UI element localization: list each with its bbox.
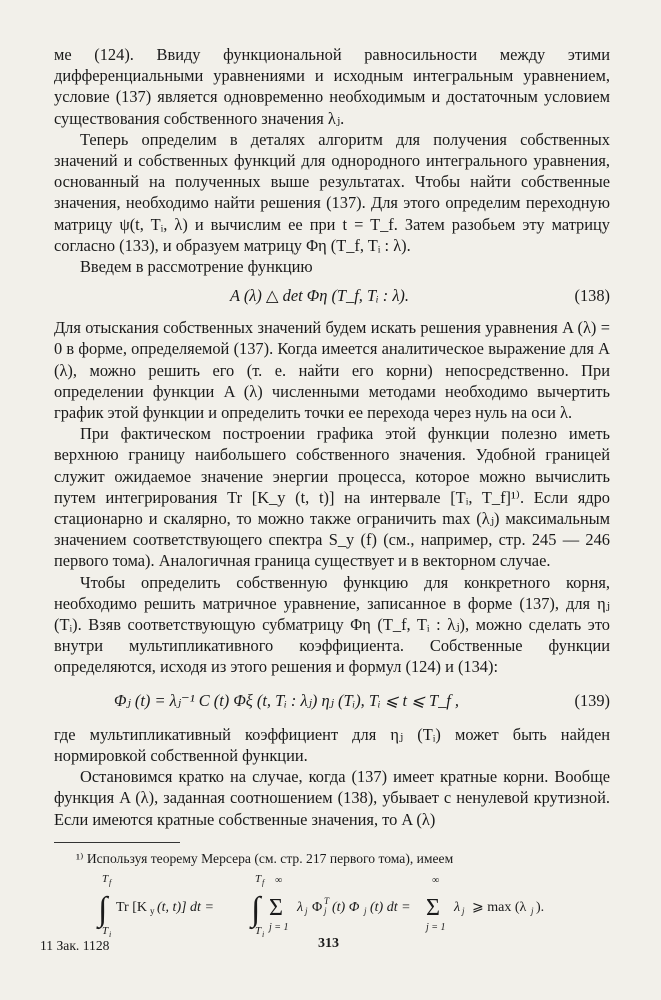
svg-text:f: f [262,877,265,887]
svg-text:T: T [102,872,109,885]
svg-text:j: j [531,905,534,916]
paragraph-5: При фактическом построении графика этой функции полезно иметь верхнюю границу наибольшего собственного значения. Удобной границей служит ожидаемое значение энергии процесса, которое можно вычислить путем интегрирования Tr [K_y (t, t)] на интервале [Tᵢ, T_f]¹⁾. Если ядро стационарно и скалярно, то можно также ограничить max (λⱼ) максимальным значением соответствующего спектра S_y (f) (см., например, стр. 245 — 246 первого тома). Аналогичная граница существует и в векторном случае. [54,424,610,571]
svg-text:∫: ∫ [251,890,261,928]
svg-text:λ: λ [297,899,304,915]
paragraph-3: Введем в рассмотрение функцию [80,257,313,277]
svg-text:∞: ∞ [275,874,283,886]
footnote-separator [54,842,180,843]
equation-139-expression: Φⱼ (t) = λⱼ⁻¹ C (t) Φξ (t, Tᵢ : λⱼ) ηⱼ (Tᵢ), Tᵢ ⩽ t ⩽ T_f , [114,690,460,710]
paragraph-8: Остановимся кратко на случае, когда (137) имеет кратные корни. Вообще функция A (λ), заданная соотношением (138), убывает с ненулевой крутизной. Если имеются кратные собственные значения, то A (λ) [54,767,610,829]
svg-text:j = 1: j = 1 [426,921,446,933]
svg-text:Φ: Φ [312,899,323,915]
svg-text:Σ: Σ [426,894,440,921]
equation-139 [54,678,610,724]
paragraph-7: где мультипликативный коэффициент для ηⱼ (Tᵢ) может быть найден нормировкой собственной функции. [54,724,610,765]
page-body [54,44,610,946]
svg-text:).: ). [536,899,545,915]
footnote-formula [54,868,610,946]
svg-text:T: T [102,924,109,937]
svg-text:i: i [109,929,112,939]
svg-text:Σ: Σ [269,894,283,921]
paragraph-2: Теперь определим в деталях алгоритм для получения собственных значений и собственных функций для однородного интегрального уравнения, основанный на полученных выше результатах. Чтобы найти собственные значения, необходимо найти решения (137). Для этого определим переходную матрицу ψ(t, Tᵢ, λ) и вычислим ее при t = T_f. Затем разобьем эту матрицу согласно (133), и образуем матрицу Φη (T_f, Tᵢ : λ). [54,129,610,255]
svg-text:(t) Φ: (t) Φ [332,899,360,915]
svg-text:f: f [109,877,112,887]
footnote-text: ¹⁾ Используя теорему Мерсера (см. стр. 217 первого тома), имеем [76,850,454,866]
svg-text:T: T [255,872,262,885]
equation-138-expression: A (λ) △ det Φη (T_f, Tᵢ : λ). [230,286,409,306]
page-number: 313 [318,936,339,951]
print-signature: 11 Зак. 1128 [40,938,110,953]
paragraph-1: ме (124). Ввиду функциональной равносильности между этими дифференциальными уравнениями и исходным интегральным уравнением, условие (137) является одновременно необходимым и достаточным условием существования собственного значения λⱼ. [54,45,610,128]
paragraph-6: Чтобы определить собственную функцию для конкретного корня, необходимо решить матричное уравнение, записанное в форме (137), для ηⱼ (Tᵢ). Взяв соответствующую субматрицу Φη (T_f, Tᵢ : λⱼ), можно сделать это внутри мультипликативного коэффициента. Собственные функции определяются, исходя из этого решения и формул (124) и (134): [54,572,610,677]
svg-text:∞: ∞ [432,874,440,886]
svg-text:j: j [305,905,308,916]
svg-text:∫: ∫ [98,890,108,928]
svg-text:j: j [364,905,367,916]
svg-text:Tr [K: Tr [K [116,899,147,915]
equation-138-number: (138) [574,286,610,306]
svg-text:T: T [255,924,262,937]
svg-text:i: i [262,929,265,939]
svg-text:y: y [150,905,155,916]
svg-text:λ: λ [454,899,461,915]
paragraph-4: Для отыскания собственных значений будем искать решения уравнения A (λ) = 0 в форме, определяемой (137). Когда имеется аналитическое выражение для A (λ), можно решить его (т. е. найти его корни) непосредственно. При определении функции A (λ) численными методами необходимо вычертить график этой функции и определить точки ее перехода через нуль на оси λ. [54,318,610,423]
svg-text:⩾ max (λ: ⩾ max (λ [472,899,527,915]
svg-text:T: T [324,895,330,906]
equation-139-number: (139) [574,690,610,710]
equation-138 [54,277,610,317]
footnote-formula-graphic [54,868,610,946]
svg-text:j: j [324,905,327,916]
svg-text:(t, t)] dt =: (t, t)] dt = [157,899,214,915]
svg-text:j: j [462,905,465,916]
svg-text:j = 1: j = 1 [269,921,289,933]
svg-text:(t) dt =: (t) dt = [370,899,411,915]
